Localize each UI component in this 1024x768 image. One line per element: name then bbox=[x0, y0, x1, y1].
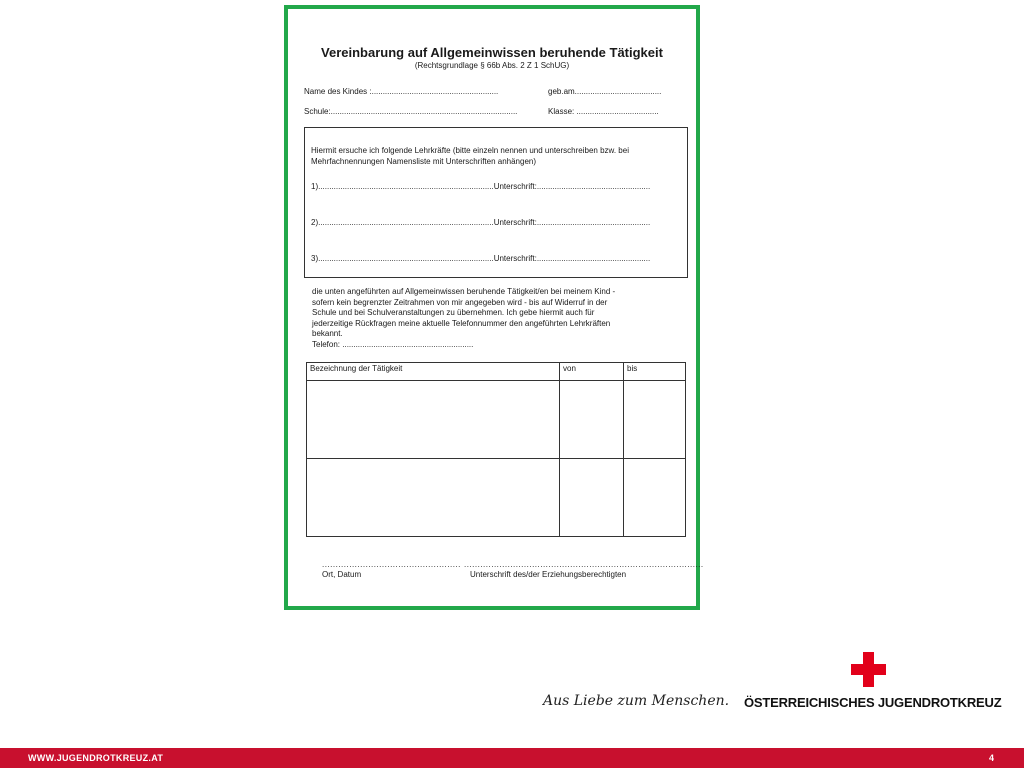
table-header-row bbox=[307, 363, 686, 381]
table-cell bbox=[307, 459, 560, 537]
table-cell bbox=[307, 381, 560, 459]
class-field: Klasse: ..................................... bbox=[548, 107, 659, 116]
agreement-line-1: die unten angeführten auf Allgemeinwissen beruhende Tätigkeit/en bei meinem Kind - bbox=[312, 287, 616, 296]
request-text-line-2: Mehrfachnennungen Namensliste mit Unterschriften anhängen) bbox=[311, 157, 537, 166]
table-cell bbox=[624, 459, 686, 537]
request-text-line-1: Hiermit ersuche ich folgende Lehrkräfte (bitte einzeln nennen und unterschreiben bzw. bei bbox=[311, 146, 629, 155]
teacher-row-3: 3)...............................................................................Unterschrift:................................................... bbox=[311, 254, 651, 263]
document-title: Vereinbarung auf Allgemeinwissen beruhende Tätigkeit bbox=[321, 45, 663, 60]
birth-date-field: geb.am....................................... bbox=[548, 87, 662, 96]
table-cell bbox=[560, 381, 624, 459]
footer-bar bbox=[0, 748, 1024, 768]
table-cell bbox=[560, 459, 624, 537]
teacher-row-1: 1)...............................................................................Unterschrift:................................................... bbox=[311, 182, 651, 191]
place-date-label: Ort, Datum bbox=[322, 570, 362, 579]
phone-field: Telefon: ........................................................... bbox=[312, 339, 474, 349]
page-number: 4 bbox=[988, 753, 994, 763]
footer-website-link[interactable]: WWW.JUGENDROTKREUZ.AT bbox=[28, 753, 164, 763]
teacher-request-box bbox=[304, 127, 688, 278]
school-field: Schule:.................................................................................... bbox=[304, 107, 518, 116]
slogan: Aus Liebe zum Menschen. bbox=[543, 693, 730, 709]
child-name-field: Name des Kindes :......................................................... bbox=[304, 87, 499, 96]
guardian-signature-label: Unterschrift des/der Erziehungsberechtigten bbox=[470, 570, 627, 579]
form-document bbox=[288, 9, 704, 606]
table-cell bbox=[624, 381, 686, 459]
organization-name: ÖSTERREICHISCHES JUGENDROTKREUZ bbox=[744, 695, 1002, 710]
teacher-row-2: 2)...............................................................................Unterschrift:................................................... bbox=[311, 218, 651, 227]
agreement-line-4: jederzeitige Rückfragen meine aktuelle Telefonnummer den angeführten Lehrkräften bbox=[312, 318, 611, 328]
table-row bbox=[307, 459, 686, 537]
activity-table bbox=[306, 362, 686, 537]
col-from-header: von bbox=[560, 363, 624, 381]
agreement-line-5: bekannt. bbox=[312, 329, 343, 338]
table-row bbox=[307, 381, 686, 459]
agreement-line-2: sofern kein begrenzter Zeitrahmen von mir angegeben wird - bis auf Widerruf in der bbox=[312, 297, 608, 307]
col-to-header: bis bbox=[624, 363, 686, 381]
agreement-paragraph bbox=[312, 287, 682, 350]
red-cross-icon bbox=[851, 652, 886, 687]
agreement-line-3: Schule und bei Schulveranstaltungen zu übernehmen. Ich gebe hiermit auch für bbox=[312, 308, 595, 317]
place-date-line: ................................................... bbox=[322, 560, 461, 569]
document-frame bbox=[284, 5, 704, 610]
guardian-signature-line: ........................................................................................ bbox=[464, 560, 704, 569]
document-subtitle: (Rechtsgrundlage § 66b Abs. 2 Z 1 SchUG) bbox=[414, 61, 570, 70]
col-activity-header: Bezeichnung der Tätigkeit bbox=[307, 363, 560, 381]
